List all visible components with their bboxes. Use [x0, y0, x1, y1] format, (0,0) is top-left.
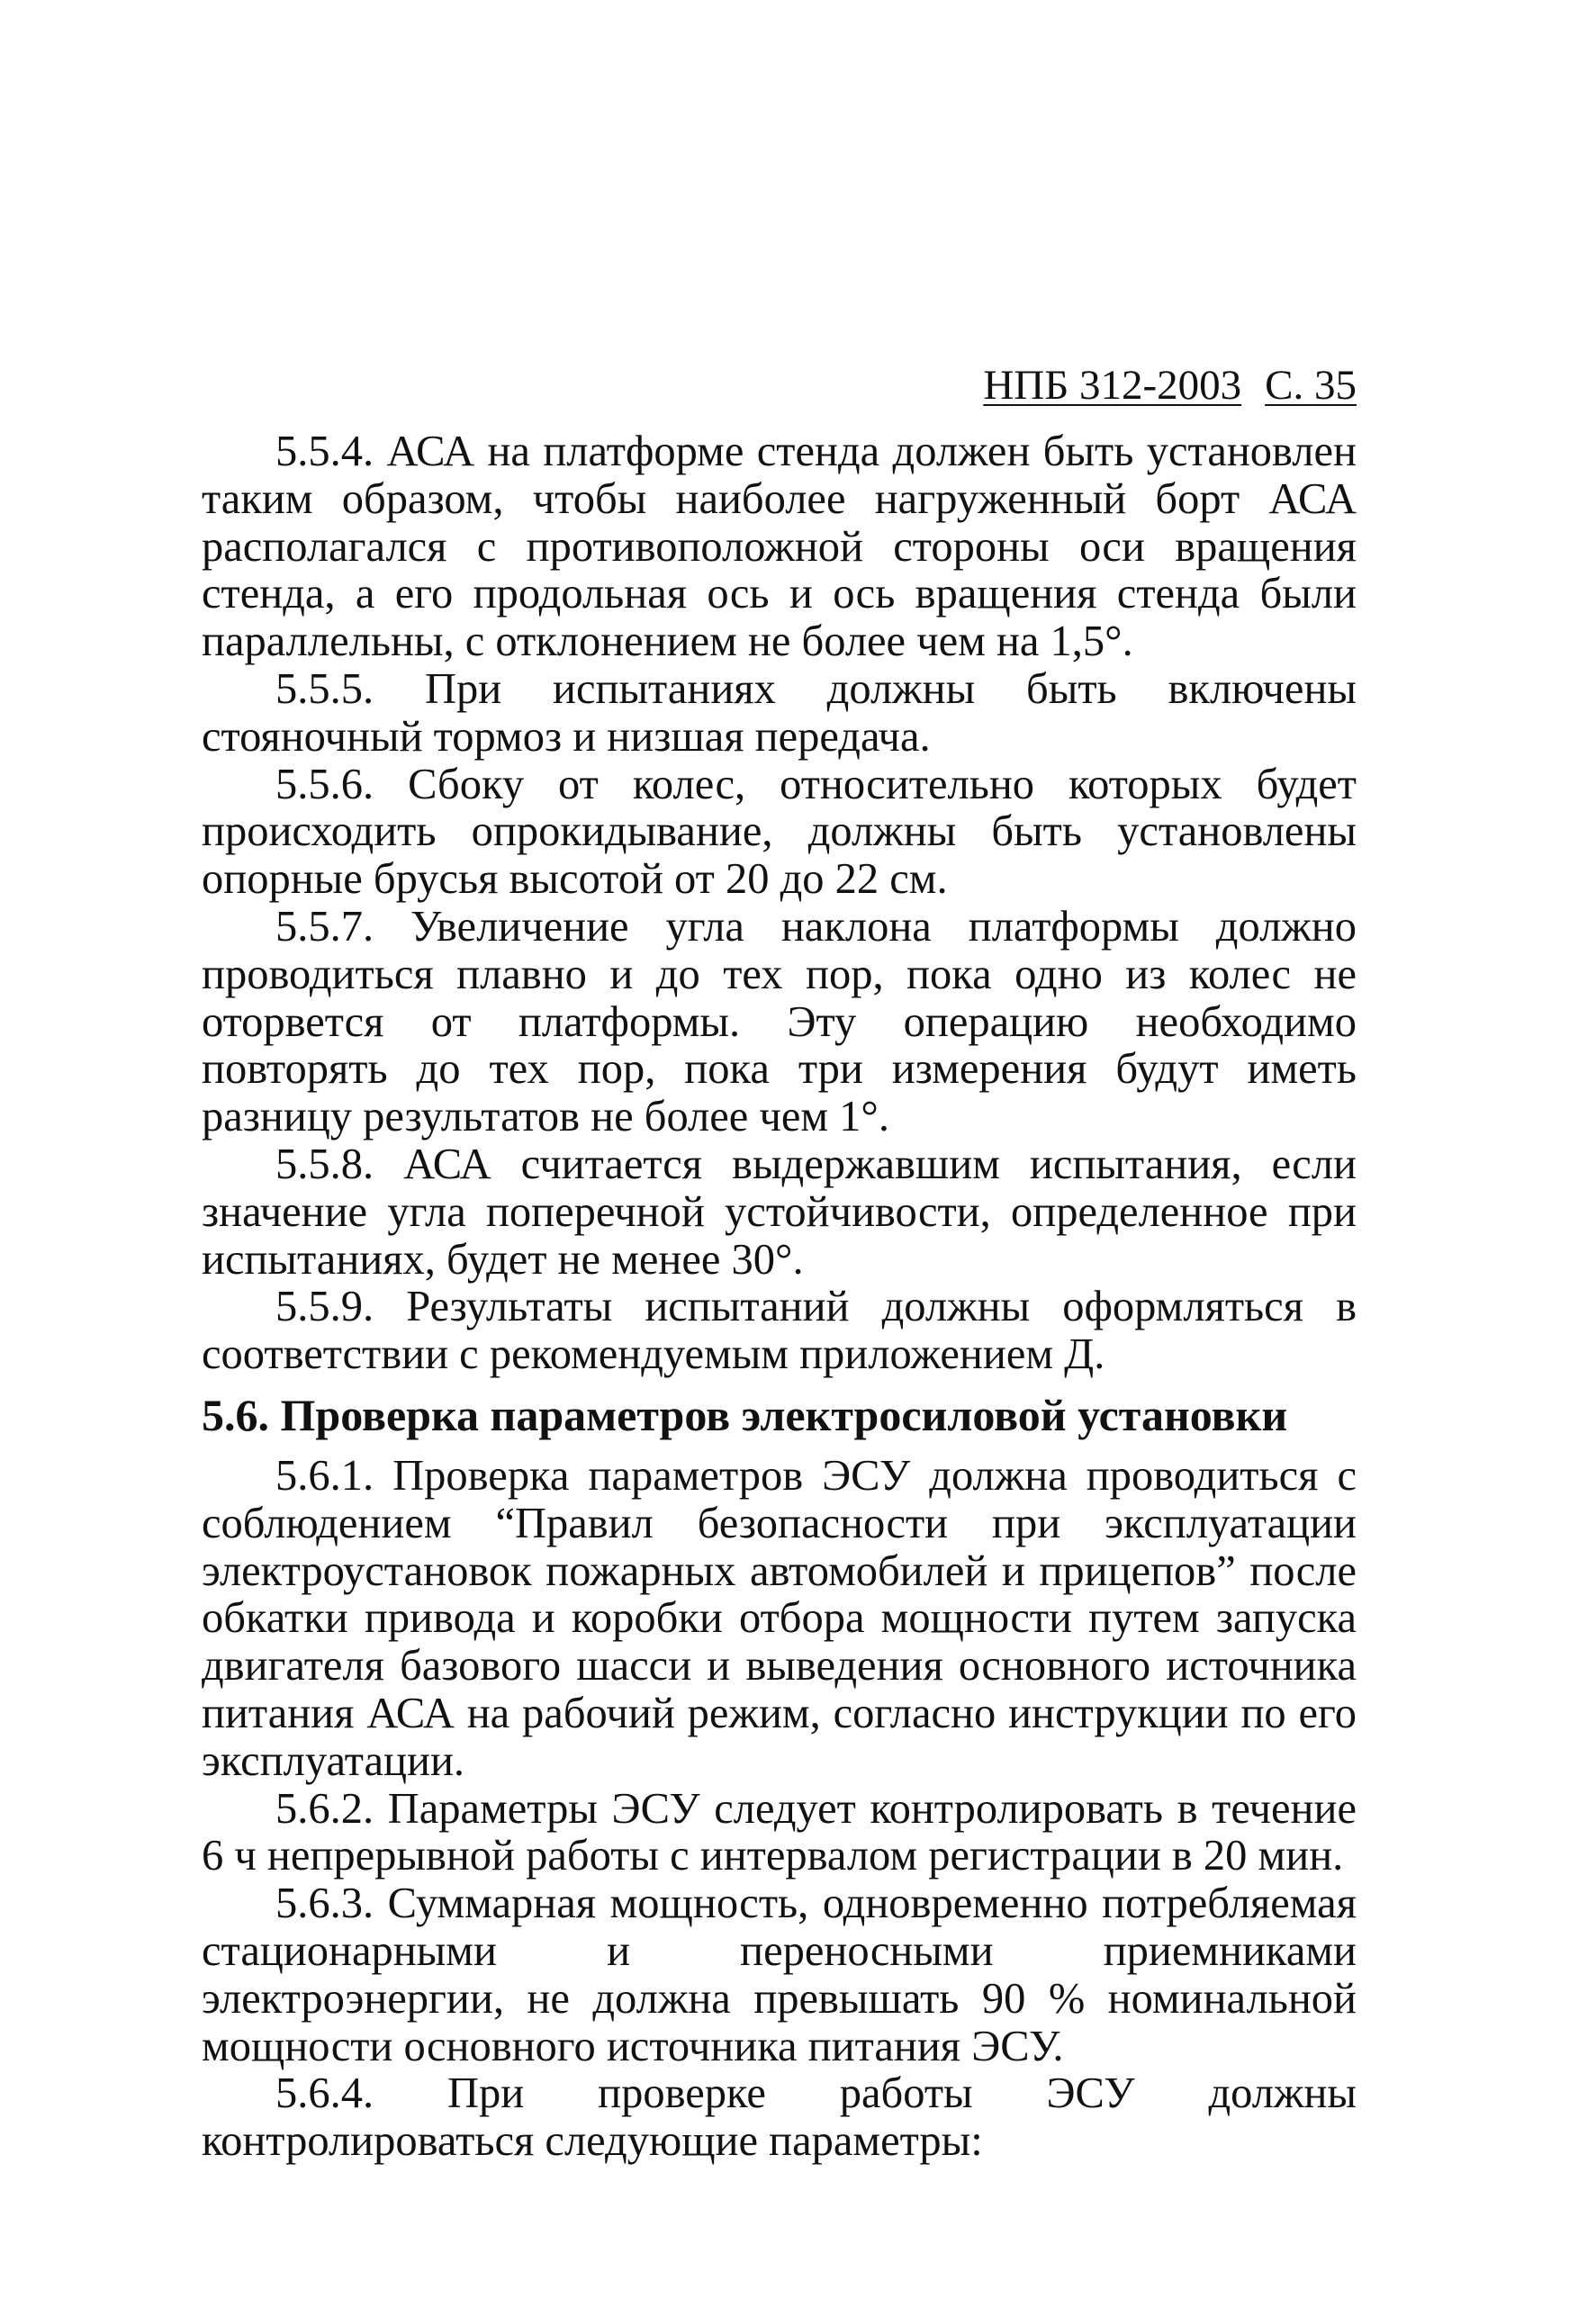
section-heading-5-6: 5.6. Проверка параметров электросиловой установки	[202, 1389, 1288, 1440]
paragraph-5-6-2: 5.6.2. Параметры ЭСУ следует контролировать в течение 6 ч непрерывной работы с интервалом регистрации в 20 мин.	[202, 1784, 1357, 1880]
paragraph-5-5-7: 5.5.7. Увеличение угла наклона платформы должно проводиться плавно и до тех пор, пока одно из колес не оторвется от платформы. Эту операцию необходимо повторять до тех пор, пока три измерения будут иметь разницу результатов не более чем 1°.	[202, 902, 1357, 1141]
paragraph-5-5-6: 5.5.6. Сбоку от колес, относительно которых будет происходить опрокидывание, должны быть установлены опорные брусья высотой от 20 до 22 см.	[202, 760, 1357, 904]
document-body	[202, 428, 1357, 2166]
page-header	[983, 360, 1357, 410]
paragraph-5-5-9: 5.5.9. Результаты испытаний должны оформляться в соответствии с рекомендуемым приложением Д.	[202, 1283, 1357, 1379]
paragraph-5-5-5: 5.5.5. При испытаниях должны быть включены стояночный тормоз и низшая передача.	[202, 664, 1357, 761]
paragraph-5-6-3: 5.6.3. Суммарная мощность, одновременно потребляемая стационарными и переносными приемниками электроэнергии, не должна превышать 90 % номинальной мощности основного источника питания ЭСУ.	[202, 1880, 1357, 2070]
paragraph-5-5-8: 5.5.8. АСА считается выдержавшим испытания, если значение угла поперечной устойчивости, определенное при испытаниях, будет не менее 30°.	[202, 1140, 1357, 1284]
paragraph-5-6-4: 5.6.4. При проверке работы ЭСУ должны контролироваться следующие параметры:	[202, 2069, 1357, 2166]
document-code: НПБ 312-2003	[983, 362, 1242, 409]
paragraph-5-6-1: 5.6.1. Проверка параметров ЭСУ должна проводиться с соблюдением “Правил безопасности при эксплуатации электроустановок пожарных автомобилей и прицепов” после обкатки привода и коробки отбора мощности путем запуска двигателя базового шасси и выведения основного источника питания АСА на рабочий режим, согласно инструкции по его эксплуатации.	[202, 1451, 1357, 1785]
page-number: С. 35	[1265, 362, 1357, 409]
paragraph-5-5-4: 5.5.4. АСА на платформе стенда должен быть установлен таким образом, чтобы наиболее нагруженный борт АСА располагался с противоположной стороны оси вращения стенда, а его продольная ось и ось вращения стенда были параллельны, с отклонением не более чем на 1,5°.	[202, 428, 1357, 666]
